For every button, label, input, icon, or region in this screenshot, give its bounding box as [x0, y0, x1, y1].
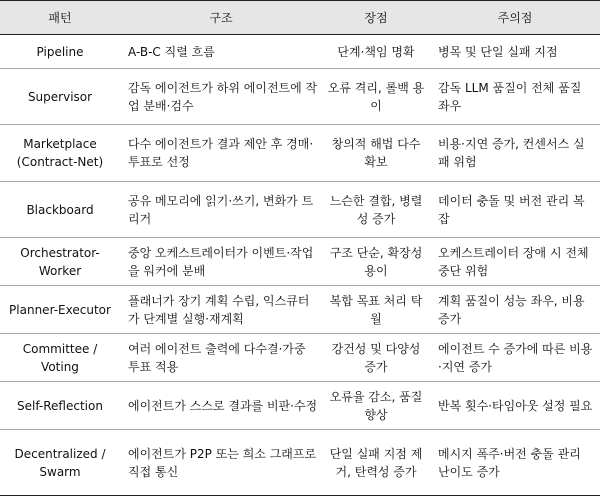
header-pros: 장점 [364, 10, 388, 25]
table-row [0, 238, 600, 286]
pattern-cell: Self-Reflection [17, 398, 103, 413]
pattern-cell: Pipeline [36, 44, 84, 59]
structure-cell: 플래너가 장기 계획 수립, 익스큐터가 단계별 실행·재계획 [128, 293, 310, 326]
structure-cell: 중앙 오케스트레이터가 이벤트·작업을 워커에 분배 [128, 245, 314, 278]
table-row [0, 286, 600, 334]
structure-cell: A-B-C 직렬 흐름 [128, 44, 215, 59]
structure-cell: 감독 에이전트가 하위 에이전트에 작업 분배·검수 [128, 80, 318, 113]
structure-cell: 에이전트가 스스로 결과를 비판·수정 [128, 398, 318, 413]
table-row [0, 69, 600, 125]
header-structure: 구조 [209, 10, 233, 25]
pattern-cell: Orchestrator-Worker [20, 245, 100, 278]
pros-cell: 느슨한 결합, 병렬성 증가 [329, 193, 423, 226]
pattern-cell: Decentralized / Swarm [14, 446, 106, 479]
cautions-cell: 감독 LLM 품질이 전체 품질 좌우 [438, 80, 582, 113]
pattern-cell: Marketplace (Contract-Net) [16, 137, 104, 169]
structure-cell: 에이전트가 P2P 또는 희소 그래프로 직접 통신 [128, 446, 317, 479]
pros-cell: 단일 실패 지점 제거, 탄력성 증가 [329, 446, 423, 479]
pros-cell: 단계·책임 명확 [337, 44, 415, 59]
header-pattern: 패턴 [48, 10, 72, 25]
table-row [0, 334, 600, 382]
cautions-cell: 데이터 충돌 및 버전 관리 복잡 [438, 193, 585, 226]
structure-cell: 공유 메모리에 읽기·쓰기, 변화가 트리거 [128, 193, 314, 226]
cautions-cell: 에이전트 수 증가에 따른 비용·지연 증가 [438, 341, 593, 374]
table-row [0, 430, 600, 496]
pros-cell: 창의적 해법 다수 확보 [331, 137, 421, 169]
pattern-cell: Blackboard [26, 202, 94, 217]
table-row [0, 125, 600, 182]
header-row [0, 1, 600, 35]
pros-cell: 오류율 감소, 품질 향상 [329, 389, 423, 422]
pros-cell: 오류 격리, 롤백 용이 [327, 80, 425, 113]
table-row [0, 182, 600, 238]
pattern-cell: Supervisor [27, 89, 93, 104]
pros-cell: 구조 단순, 확장성 용이 [329, 245, 423, 278]
cautions-cell: 반복 횟수·타임아웃 설정 필요 [438, 398, 593, 413]
cautions-cell: 오케스트레이터 장애 시 전체 중단 위험 [438, 245, 589, 278]
structure-cell: 여러 에이전트 출력에 다수결·가중 투표 적용 [128, 341, 306, 374]
pros-cell: 강건성 및 다양성 증가 [331, 341, 421, 374]
table-row [0, 35, 600, 69]
structure-cell: 다수 에이전트가 결과 제안 후 경매·투표로 선정 [128, 137, 314, 169]
pattern-cell: Committee / Voting [22, 341, 98, 374]
cautions-cell: 계획 품질이 성능 좌우, 비용 증가 [438, 293, 585, 326]
header-cautions: 주의점 [497, 10, 533, 25]
pros-cell: 복합 목표 처리 탁월 [329, 293, 423, 326]
pattern-cell: Planner-Executor [9, 302, 111, 317]
cautions-cell: 병목 및 단일 실패 지점 [438, 44, 558, 59]
cautions-cell: 메시지 폭주·버전 충돌 관리 난이도 증가 [438, 446, 581, 479]
table-row [0, 382, 600, 430]
cautions-cell: 비용·지연 증가, 컨센서스 실패 위험 [438, 137, 585, 169]
